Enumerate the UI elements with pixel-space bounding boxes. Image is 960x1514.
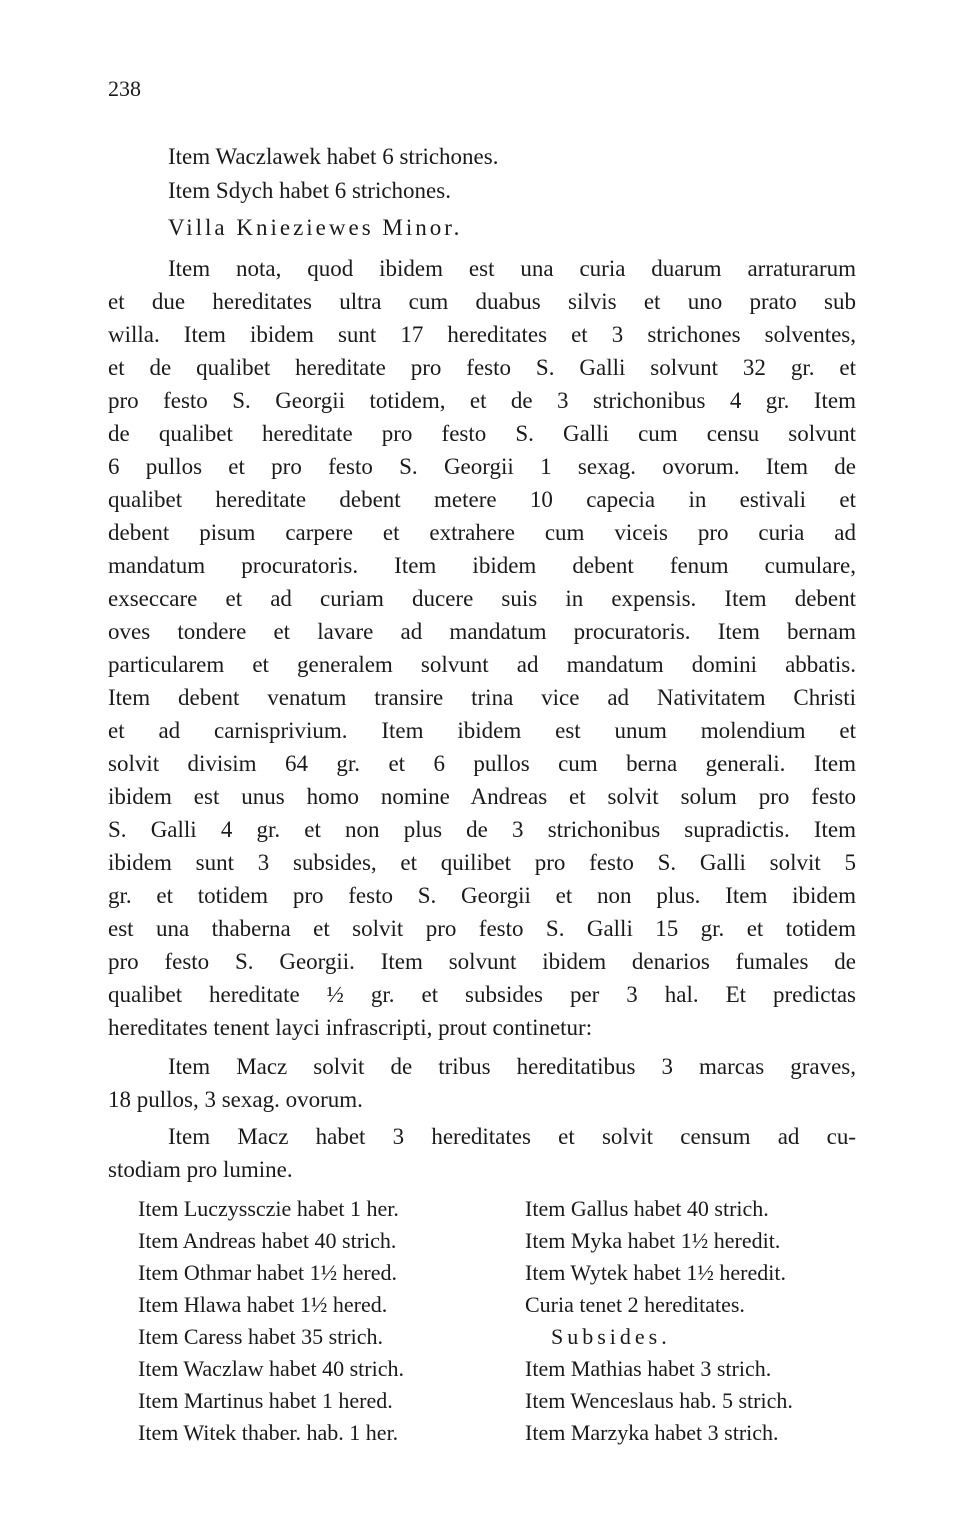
paragraph-line: ibidem sunt 3 subsides, et quilibet pro festo S. Galli solvit 5: [108, 850, 856, 875]
paragraph-line: pro festo S. Georgii. Item solvunt ibidem denarios fumales de: [108, 949, 856, 974]
paragraph-line: hereditates tenent layci infrascripti, prout continetur:: [108, 1015, 593, 1040]
page-number: 238: [108, 76, 141, 101]
list-item: Item Myka habet 1½ heredit.: [525, 1228, 781, 1253]
paragraph-line: mandatum procuratoris. Item ibidem debent fenum cumulare,: [108, 553, 856, 578]
paragraph-line: qualibet hereditate ½ gr. et subsides per 3 hal. Et predictas: [108, 982, 856, 1007]
list-item: Item Marzyka habet 3 strich.: [525, 1420, 779, 1445]
paragraph-line: est una thaberna et solvit pro festo S. Galli 15 gr. et totidem: [108, 916, 856, 941]
paragraph-line: exseccare et ad curiam ducere suis in expensis. Item debent: [108, 586, 856, 611]
list-item: Item Waczlaw habet 40 strich.: [138, 1356, 404, 1381]
paragraph-line: oves tondere et lavare ad mandatum procuratoris. Item bernam: [108, 619, 856, 644]
paragraph-line: particularem et generalem solvunt ad mandatum domini abbatis.: [108, 652, 856, 677]
paragraph-line: et ad carnisprivium. Item ibidem est unum molendium et: [108, 718, 856, 743]
paragraph-line: S. Galli 4 gr. et non plus de 3 strichonibus supradictis. Item: [108, 817, 856, 842]
list-item: Item Andreas habet 40 strich.: [138, 1228, 397, 1253]
paragraph-line: de qualibet hereditate pro festo S. Galli cum censu solvunt: [108, 421, 856, 446]
list-item: Item Hlawa habet 1½ hered.: [138, 1292, 388, 1317]
entry-line: Item Sdych habet 6 strichones.: [168, 178, 451, 203]
list-item: Item Caress habet 35 strich.: [138, 1324, 383, 1349]
paragraph-line: Item nota, quod ibidem est una curia duarum arraturarum: [168, 256, 856, 281]
list-item: Item Gallus habet 40 strich.: [525, 1196, 769, 1221]
paragraph-line: willa. Item ibidem sunt 17 hereditates et 3 strichones solventes,: [108, 322, 856, 347]
list-item: Item Witek thaber. hab. 1 her.: [138, 1420, 399, 1445]
paragraph-line: 18 pullos, 3 sexag. ovorum.: [108, 1087, 363, 1112]
list-item: Item Martinus habet 1 hered.: [138, 1388, 393, 1413]
list-item: Item Mathias habet 3 strich.: [525, 1356, 772, 1381]
paragraph-line: ibidem est unus homo nomine Andreas et solvit solum pro festo: [108, 784, 856, 809]
entry-line: Item Waczlawek habet 6 strichones.: [168, 144, 499, 169]
paragraph-line: Item Macz solvit de tribus hereditatibus 3 marcas graves,: [168, 1054, 856, 1079]
list-item: Item Luczyssczie habet 1 her.: [138, 1196, 399, 1221]
paragraph-line: pro festo S. Georgii totidem, et de 3 strichonibus 4 gr. Item: [108, 388, 856, 413]
list-item: Item Wytek habet 1½ heredit.: [525, 1260, 786, 1285]
paragraph-line: Item debent venatum transire trina vice ad Nativitatem Christi: [108, 685, 856, 710]
list-item: Curia tenet 2 hereditates.: [525, 1292, 745, 1317]
paragraph-line: debent pisum carpere et extrahere cum viceis pro curia ad: [108, 520, 856, 545]
section-heading: Villa Knieziewes Minor.: [168, 215, 463, 240]
list-item: Item Wenceslaus hab. 5 strich.: [525, 1388, 793, 1413]
paragraph-line: qualibet hereditate debent metere 10 capecia in estivali et: [108, 487, 856, 512]
paragraph-line: gr. et totidem pro festo S. Georgii et non plus. Item ibidem: [108, 883, 856, 908]
paragraph-line: et de qualibet hereditate pro festo S. Galli solvunt 32 gr. et: [108, 355, 856, 380]
subsides-heading: Subsides.: [551, 1324, 671, 1349]
list-item: Item Othmar habet 1½ hered.: [138, 1260, 398, 1285]
paragraph-line: solvit divisim 64 gr. et 6 pullos cum berna generali. Item: [108, 751, 856, 776]
paragraph-line: stodiam pro lumine.: [108, 1157, 293, 1182]
paragraph-line: et due hereditates ultra cum duabus silvis et uno prato sub: [108, 289, 856, 314]
paragraph-line: 6 pullos et pro festo S. Georgii 1 sexag. ovorum. Item de: [108, 454, 856, 479]
paragraph-line: Item Macz habet 3 hereditates et solvit censum ad cu-: [168, 1124, 856, 1149]
